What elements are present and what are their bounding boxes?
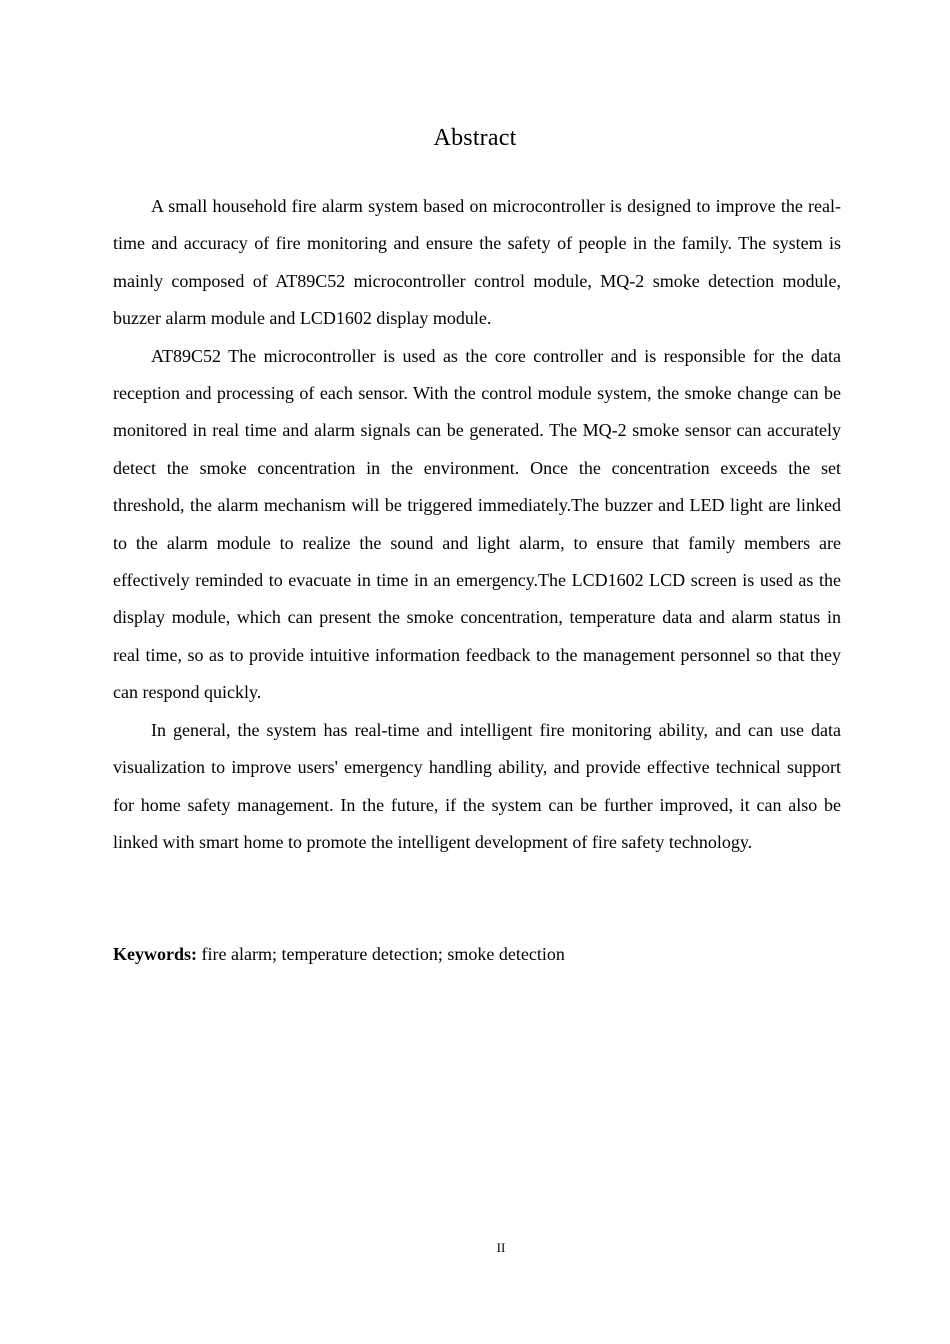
- keywords-line: [113, 939, 841, 969]
- abstract-paragraph-1: A small household fire alarm system based on microcontroller is designed to improve the real-time and accuracy of fire monitoring and ensure the safety of people in the family. The system is mainly composed of AT89C52 microcontroller control module, MQ-2 smoke detection module, buzzer alarm module and LCD1602 display module.: [113, 196, 841, 329]
- abstract-title: Abstract: [433, 125, 517, 151]
- keywords-label: Keywords:: [113, 944, 197, 964]
- abstract-body: [113, 188, 841, 861]
- abstract-paragraph-2: AT89C52 The microcontroller is used as the core controller and is responsible for the data reception and processing of each sensor. With the control module system, the smoke change can be monitored in real time and alarm signals can be generated. The MQ-2 smoke sensor can accurately detect the smoke concentration in the environment. Once the concentration exceeds the set threshold, the alarm mechanism will be triggered immediately.The buzzer and LED light are linked to the alarm module to realize the sound and light alarm, to ensure that family members are effectively reminded to evacuate in time in an emergency.The LCD1602 LCD screen is used as the display module, which can present the smoke concentration, temperature data and alarm status in real time, so as to provide intuitive information feedback to the management personnel so that they can respond quickly.: [113, 345, 841, 703]
- keywords-text: fire alarm; temperature detection; smoke detection: [197, 944, 565, 964]
- page-number: II: [496, 1240, 506, 1255]
- abstract-paragraph-3: In general, the system has real-time and intelligent fire monitoring ability, and can use data visualization to improve users' emergency handling ability, and provide effective technical support for home safety management. In the future, if the system can be further improved, it can also be linked with smart home to promote the intelligent development of fire safety technology.: [113, 719, 841, 852]
